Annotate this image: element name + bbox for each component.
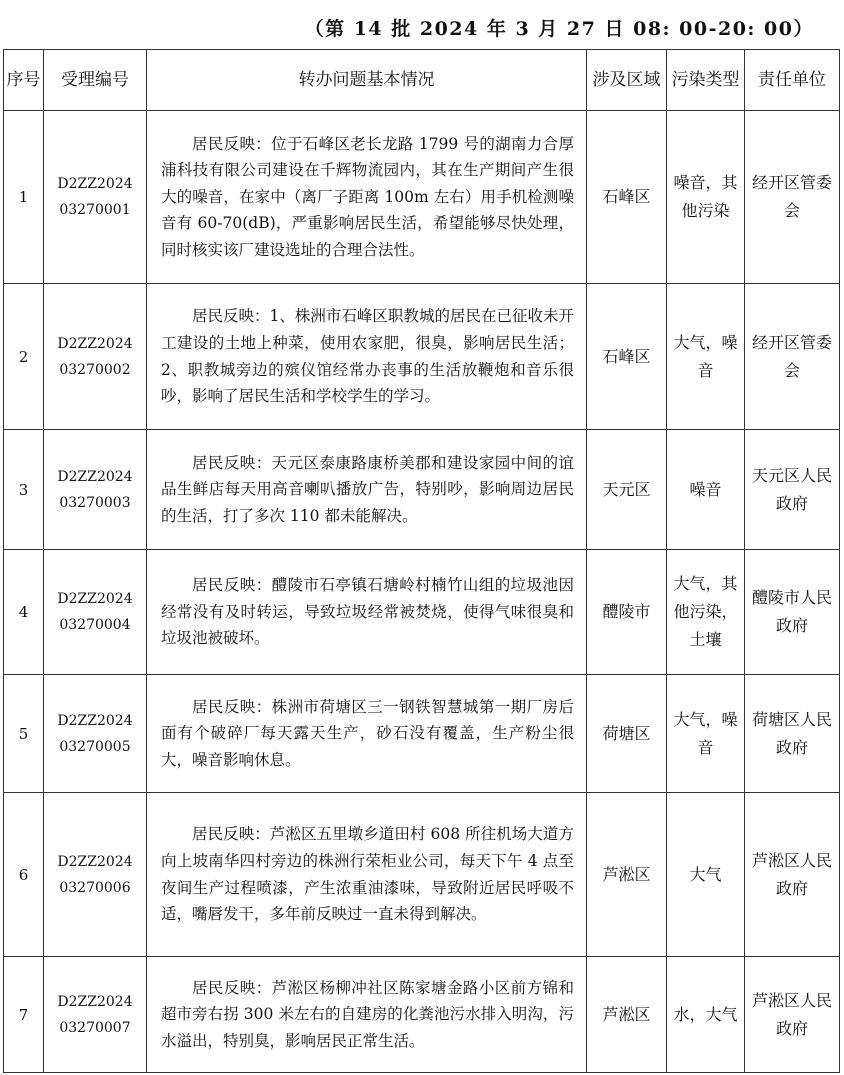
cell-seq: 5 <box>4 675 44 793</box>
cell-type: 大气，其他污染，土壤 <box>667 550 745 675</box>
cell-type: 大气，噪音 <box>667 675 745 793</box>
cell-code: D2ZZ2024 03270004 <box>44 550 147 675</box>
column-header-code: 受理编号 <box>44 50 147 111</box>
table-header-row <box>4 50 840 111</box>
column-header-desc: 转办问题基本情况 <box>147 50 587 111</box>
cell-desc <box>147 793 587 957</box>
desc-text: 居民反映：1、株洲市石峰区职教城的居民在已征收未开工建设的土地上种菜，使用农家肥，很臭，影响居民生活；2、职教城旁边的殡仪馆经常办丧事的生活放鞭炮和音乐很吵，影响了居民生活和学校学生的学习。 <box>161 307 574 406</box>
cell-type: 噪音，其他污染 <box>667 111 745 284</box>
cell-unit: 醴陵市人民政府 <box>745 550 840 675</box>
table-row <box>4 957 840 1073</box>
cell-type: 大气，噪音 <box>667 284 745 430</box>
batch-header: （第 14 批 2024 年 3 月 27 日 08: 00-20: 00） <box>304 18 814 40</box>
cell-desc <box>147 675 587 793</box>
table-row <box>4 430 840 550</box>
cell-desc <box>147 550 587 675</box>
cell-region: 芦淞区 <box>587 793 667 957</box>
cell-seq: 2 <box>4 284 44 430</box>
cell-region: 芦淞区 <box>587 957 667 1073</box>
complaints-table <box>3 49 840 1073</box>
column-header-type: 污染类型 <box>667 50 745 111</box>
cell-seq: 4 <box>4 550 44 675</box>
desc-text: 居民反映：天元区泰康路康桥美郡和建设家园中间的谊品生鲜店每天用高音喇叭播放广告，特别吵，影响周边居民的生活，打了多次 110 都未能解决。 <box>161 453 574 525</box>
cell-desc <box>147 430 587 550</box>
cell-desc <box>147 284 587 430</box>
column-header-region: 涉及区域 <box>587 50 667 111</box>
cell-unit: 经开区管委会 <box>745 111 840 284</box>
cell-region: 荷塘区 <box>587 675 667 793</box>
cell-desc <box>147 111 587 284</box>
table-row <box>4 550 840 675</box>
desc-text: 居民反映：芦淞区杨柳冲社区陈家塘金路小区前方锦和超市旁右拐 300 米左右的自建房的化粪池污水排入明沟，污水溢出，特别臭，影响居民正常生活。 <box>161 978 574 1050</box>
cell-unit: 天元区人民政府 <box>745 430 840 550</box>
cell-unit: 芦淞区人民政府 <box>745 793 840 957</box>
desc-text: 居民反映：株洲市荷塘区三一钢铁智慧城第一期厂房后面有个破碎厂每天露天生产，砂石没有覆盖，生产粉尘很大，噪音影响休息。 <box>161 697 574 769</box>
desc-text: 居民反映：醴陵市石亭镇石塘岭村楠竹山组的垃圾池因经常没有及时转运，导致垃圾经常被焚烧，使得气味很臭和垃圾池被破坏。 <box>161 576 574 648</box>
cell-region: 醴陵市 <box>587 550 667 675</box>
table-row <box>4 793 840 957</box>
cell-region: 石峰区 <box>587 284 667 430</box>
desc-text: 居民反映：位于石峰区老长龙路 1799 号的湖南力合厚浦科技有限公司建设在千辉物流园内，其在生产期间产生很大的噪音，在家中（离厂子距离 100m 左右）用手机检测噪音有 60-70(dB)，严重影响居民生活，希望能够尽快处理，同时核实该厂建设选址的合理合法性。 <box>161 134 574 259</box>
cell-type: 噪音 <box>667 430 745 550</box>
table-row <box>4 284 840 430</box>
cell-seq: 1 <box>4 111 44 284</box>
cell-unit: 荷塘区人民政府 <box>745 675 840 793</box>
cell-desc <box>147 957 587 1073</box>
cell-code: D2ZZ2024 03270001 <box>44 111 147 284</box>
cell-seq: 6 <box>4 793 44 957</box>
cell-type: 大气 <box>667 793 745 957</box>
cell-unit: 经开区管委会 <box>745 284 840 430</box>
desc-text: 居民反映：芦淞区五里墩乡道田村 608 所往机场大道方向上坡南华四村旁边的株洲行荣柜业公司，每天下午 4 点至夜间生产过程喷漆，产生浓重油漆味，导致附近居民呼吸不适，嘴唇发干，多年前反映过一直未得到解决。 <box>161 825 574 924</box>
cell-seq: 3 <box>4 430 44 550</box>
column-header-seq: 序号 <box>4 50 44 111</box>
cell-region: 天元区 <box>587 430 667 550</box>
cell-type: 水，大气 <box>667 957 745 1073</box>
cell-code: D2ZZ2024 03270003 <box>44 430 147 550</box>
cell-seq: 7 <box>4 957 44 1073</box>
cell-unit: 芦淞区人民政府 <box>745 957 840 1073</box>
cell-code: D2ZZ2024 03270006 <box>44 793 147 957</box>
column-header-unit: 责任单位 <box>745 50 840 111</box>
table-row <box>4 111 840 284</box>
cell-region: 石峰区 <box>587 111 667 284</box>
table-row <box>4 675 840 793</box>
cell-code: D2ZZ2024 03270005 <box>44 675 147 793</box>
cell-code: D2ZZ2024 03270002 <box>44 284 147 430</box>
cell-code: D2ZZ2024 03270007 <box>44 957 147 1073</box>
